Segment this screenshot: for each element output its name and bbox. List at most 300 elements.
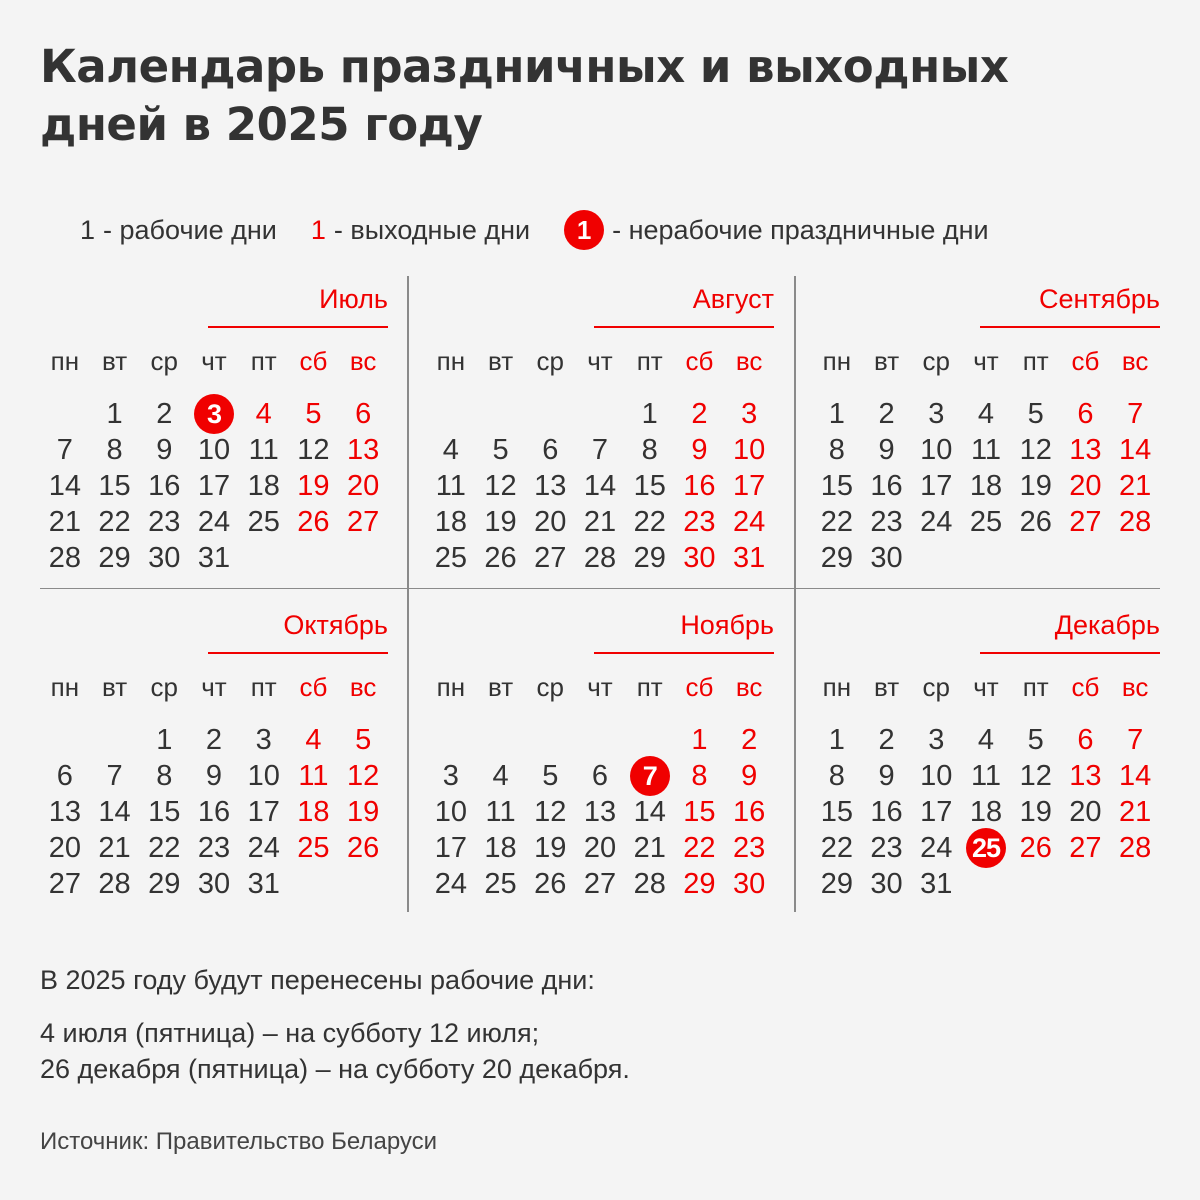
weekday-label: пт (1022, 346, 1049, 376)
weekday-label: ср (150, 672, 179, 702)
working-day-cell: 6 (542, 434, 559, 466)
working-day-cell: 10 (920, 760, 953, 792)
working-day-cell: 3 (442, 760, 459, 792)
working-day-cell: 13 (48, 796, 81, 828)
working-day-cell: 29 (98, 542, 131, 574)
weekday-label: пн (50, 672, 80, 702)
weekday-label: чт (973, 672, 999, 702)
weekday-label: вс (349, 672, 377, 702)
working-day-cell: 19 (534, 832, 567, 864)
working-day-cell: 15 (148, 796, 181, 828)
empty-day-cell (476, 722, 526, 758)
working-day-cell: 17 (920, 470, 953, 502)
working-day-cell: 12 (534, 796, 567, 828)
working-day-cell: 9 (205, 760, 223, 792)
week-row (426, 830, 774, 866)
weekday-label: вт (101, 346, 128, 376)
working-day-cell: 4 (977, 398, 995, 430)
working-day-cell: 23 (870, 506, 903, 538)
weekend-day-cell: 27 (347, 506, 380, 538)
working-day-cell: 20 (534, 506, 567, 538)
working-day-cell: 9 (878, 760, 895, 792)
working-day-cell: 26 (1019, 506, 1052, 538)
empty-day-cell (426, 396, 476, 432)
month-name: Сентябрь (1039, 284, 1160, 314)
week-row (812, 468, 1160, 504)
weekend-day-cell: 28 (1119, 506, 1152, 538)
holiday-circle-icon: 3 (194, 394, 234, 434)
weekend-day-cell: 5 (355, 724, 372, 756)
weekday-header (40, 346, 388, 377)
weekday-header (426, 672, 774, 703)
empty-day-cell (476, 396, 526, 432)
empty-day-cell (289, 540, 339, 576)
working-day-cell: 8 (641, 434, 658, 466)
working-day-cell: 22 (98, 506, 131, 538)
weekend-day-cell: 30 (683, 542, 716, 574)
weekday-label: вт (487, 672, 514, 702)
working-day-cell: 14 (98, 796, 131, 828)
working-day-cell: 31 (197, 542, 231, 574)
month-underline (980, 652, 1160, 654)
working-day-cell: 6 (591, 760, 609, 792)
week-row (40, 722, 388, 758)
week-row (40, 504, 388, 540)
working-day-cell: 7 (591, 434, 609, 466)
weekend-day-cell: 3 (741, 398, 758, 430)
working-day-cell: 21 (48, 506, 81, 538)
working-day-cell: 4 (442, 434, 459, 466)
working-day-cell: 30 (197, 868, 231, 900)
weekend-day-cell: 25 (297, 832, 330, 864)
week-row (812, 758, 1160, 794)
working-day-cell: 26 (484, 542, 517, 574)
week-row (812, 540, 1160, 576)
week-row (812, 504, 1160, 540)
working-day-cell: 22 (633, 506, 666, 538)
weekend-day-cell: 2 (691, 398, 708, 430)
month-underline (594, 652, 774, 654)
working-day-cell: 14 (48, 470, 81, 502)
working-day-cell: 21 (633, 832, 666, 864)
weekend-day-cell: 23 (683, 506, 716, 538)
weekend-day-cell: 24 (733, 506, 766, 538)
legend-weekend (311, 215, 530, 246)
working-day-cell: 5 (492, 434, 509, 466)
working-day-cell: 23 (870, 832, 903, 864)
page-title: Календарь праздничных и выходных дней в 2025 году (40, 40, 1009, 151)
week-row (40, 866, 388, 902)
working-day-cell: 16 (148, 470, 181, 502)
week-row (812, 794, 1160, 830)
weekday-label: вс (735, 672, 763, 702)
working-day-cell: 25 (969, 506, 1003, 538)
empty-day-cell (1110, 866, 1160, 902)
weekday-label: пн (436, 346, 466, 376)
working-day-cell: 9 (156, 434, 173, 466)
weekend-day-cell: 4 (255, 398, 272, 430)
legend-holiday-label: - нерабочие праздничные дни (612, 214, 989, 245)
working-day-cell: 22 (820, 506, 853, 538)
weekday-header (812, 672, 1160, 703)
week-row (40, 758, 388, 794)
weekend-day-cell: 18 (297, 796, 330, 828)
working-day-cell: 17 (197, 470, 231, 502)
weekday-label: вс (1121, 346, 1149, 376)
empty-day-cell (625, 722, 675, 758)
divider-vertical-1 (407, 276, 409, 912)
working-day-cell: 10 (197, 434, 231, 466)
weekend-day-cell: 26 (347, 832, 380, 864)
legend-weekend-label: - выходные дни (333, 214, 531, 245)
legend-working-sample: 1 (80, 214, 96, 245)
weekday-label: сб (1071, 672, 1100, 702)
working-day-cell: 2 (878, 398, 895, 430)
working-day-cell: 15 (820, 796, 853, 828)
holiday-day-cell (625, 758, 675, 794)
weekday-label: сб (685, 346, 714, 376)
working-day-cell: 24 (920, 506, 953, 538)
working-day-cell: 11 (485, 796, 516, 828)
weekend-day-cell: 13 (347, 434, 380, 466)
working-day-cell: 15 (633, 470, 666, 502)
empty-day-cell (525, 396, 575, 432)
month-block (426, 276, 774, 576)
weekend-day-cell: 12 (347, 760, 380, 792)
month-block (40, 276, 388, 576)
working-day-cell: 5 (542, 760, 559, 792)
week-row (426, 540, 774, 576)
weekday-label: ср (922, 672, 951, 702)
weekday-label: вт (873, 672, 900, 702)
weekday-label: сб (299, 346, 328, 376)
weekend-day-cell: 7 (1127, 398, 1144, 430)
working-day-cell: 7 (56, 434, 73, 466)
empty-day-cell (575, 722, 625, 758)
weekday-header (40, 672, 388, 703)
working-day-cell: 5 (1027, 398, 1044, 430)
weekday-label: пт (636, 672, 663, 702)
working-day-cell: 11 (435, 470, 466, 502)
weekend-day-cell: 14 (1119, 760, 1152, 792)
calendar-grid (40, 276, 1160, 912)
month-name: Декабрь (1054, 610, 1160, 640)
month-underline (208, 652, 388, 654)
weekday-label: пт (250, 346, 277, 376)
working-day-cell: 4 (977, 724, 995, 756)
working-day-cell: 17 (247, 796, 280, 828)
empty-day-cell (1011, 866, 1061, 902)
holiday-day-cell (961, 830, 1011, 866)
legend-weekend-sample: 1 (310, 214, 326, 245)
working-day-cell: 24 (247, 832, 280, 864)
working-day-cell: 24 (920, 832, 953, 864)
weekday-label: вс (1121, 672, 1149, 702)
working-day-cell: 19 (1019, 470, 1052, 502)
working-day-cell: 24 (197, 506, 231, 538)
weekend-day-cell: 2 (741, 724, 758, 756)
working-day-cell: 16 (870, 796, 903, 828)
working-day-cell: 20 (1069, 796, 1102, 828)
weekday-label: вт (101, 672, 128, 702)
working-day-cell: 10 (920, 434, 953, 466)
weekend-day-cell: 19 (297, 470, 330, 502)
week-row (40, 540, 388, 576)
weekend-day-cell: 13 (1069, 760, 1102, 792)
working-day-cell: 1 (828, 724, 845, 756)
weekday-label: сб (299, 672, 328, 702)
month-block (812, 602, 1160, 902)
divider-vertical-2 (794, 276, 796, 912)
weekday-label: пн (436, 672, 466, 702)
legend-holiday (564, 210, 989, 250)
week-row (426, 722, 774, 758)
working-day-cell: 20 (583, 832, 617, 864)
weekday-label: ср (536, 672, 565, 702)
working-day-cell: 1 (828, 398, 845, 430)
month-underline (980, 326, 1160, 328)
week-row (812, 396, 1160, 432)
empty-day-cell (239, 540, 289, 576)
empty-day-cell (1011, 540, 1061, 576)
weekday-label: вс (349, 346, 377, 376)
working-day-cell: 30 (870, 542, 903, 574)
empty-day-cell (338, 866, 388, 902)
working-day-cell: 15 (98, 470, 131, 502)
working-day-cell: 16 (197, 796, 231, 828)
empty-day-cell (1061, 540, 1111, 576)
working-day-cell: 12 (1019, 760, 1052, 792)
working-day-cell: 15 (820, 470, 853, 502)
working-day-cell: 28 (583, 542, 617, 574)
working-day-cell: 7 (106, 760, 123, 792)
weekend-day-cell: 14 (1119, 434, 1152, 466)
weekday-label: чт (201, 346, 227, 376)
legend-working-label: - рабочие дни (103, 214, 277, 245)
weekday-header (812, 346, 1160, 377)
month-name: Август (692, 284, 774, 314)
working-day-cell: 31 (920, 868, 953, 900)
month-name: Июль (319, 284, 388, 314)
divider-horizontal (40, 588, 1160, 589)
weekend-day-cell: 6 (1077, 398, 1094, 430)
weekend-day-cell: 15 (683, 796, 716, 828)
working-day-cell: 22 (820, 832, 853, 864)
working-day-cell: 2 (205, 724, 223, 756)
working-day-cell: 11 (970, 760, 1002, 792)
weekend-day-cell: 10 (733, 434, 766, 466)
empty-day-cell (1110, 540, 1160, 576)
holiday-day-cell (189, 396, 239, 432)
working-day-cell: 9 (878, 434, 895, 466)
month-block (40, 602, 388, 902)
working-day-cell: 25 (434, 542, 467, 574)
month-block (426, 602, 774, 902)
weekend-day-cell: 7 (1127, 724, 1144, 756)
weekday-label: вт (487, 346, 514, 376)
working-day-cell: 17 (434, 832, 467, 864)
working-day-cell: 21 (98, 832, 131, 864)
working-day-cell: 28 (48, 542, 81, 574)
week-row (40, 830, 388, 866)
working-day-cell: 10 (434, 796, 467, 828)
weekend-day-cell: 21 (1119, 470, 1152, 502)
weekend-day-cell: 6 (355, 398, 372, 430)
working-day-cell: 10 (247, 760, 280, 792)
week-row (812, 432, 1160, 468)
empty-day-cell (1061, 866, 1111, 902)
empty-day-cell (525, 722, 575, 758)
weekend-day-cell: 4 (305, 724, 322, 756)
weekend-day-cell: 8 (691, 760, 708, 792)
working-day-cell: 30 (148, 542, 181, 574)
working-day-cell: 28 (633, 868, 666, 900)
transfer-heading: В 2025 году будут перенесены рабочие дни: (40, 965, 595, 995)
holiday-circle-icon: 7 (630, 756, 670, 796)
working-day-cell: 30 (870, 868, 903, 900)
legend (80, 210, 1023, 250)
working-day-cell: 14 (633, 796, 666, 828)
working-day-cell: 31 (247, 868, 280, 900)
working-day-cell: 8 (828, 434, 845, 466)
empty-day-cell (961, 866, 1011, 902)
weekend-day-cell: 20 (347, 470, 380, 502)
week-row (40, 432, 388, 468)
weekday-header (426, 346, 774, 377)
week-row (426, 866, 774, 902)
working-day-cell: 1 (156, 724, 173, 756)
week-row (426, 504, 774, 540)
weekend-day-cell: 23 (733, 832, 766, 864)
working-day-cell: 19 (1019, 796, 1052, 828)
working-day-cell: 12 (297, 434, 330, 466)
working-day-cell: 24 (434, 868, 467, 900)
weekend-day-cell: 5 (305, 398, 322, 430)
weekday-label: сб (685, 672, 714, 702)
holiday-circle-icon: 25 (966, 828, 1006, 868)
working-day-cell: 2 (878, 724, 895, 756)
working-day-cell: 12 (484, 470, 517, 502)
weekday-label: вт (873, 346, 900, 376)
working-day-cell: 17 (920, 796, 953, 828)
working-day-cell: 3 (928, 724, 945, 756)
weekend-day-cell: 6 (1077, 724, 1094, 756)
working-day-cell: 23 (148, 506, 181, 538)
weekend-day-cell: 17 (733, 470, 766, 502)
working-day-cell: 23 (197, 832, 231, 864)
weekend-day-cell: 21 (1119, 796, 1152, 828)
week-row (426, 396, 774, 432)
weekend-day-cell: 28 (1119, 832, 1152, 864)
working-day-cell: 13 (583, 796, 617, 828)
legend-working (80, 215, 277, 246)
week-row (426, 794, 774, 830)
working-day-cell: 18 (969, 470, 1003, 502)
weekday-label: чт (587, 346, 613, 376)
week-row (40, 396, 388, 432)
week-row (40, 468, 388, 504)
weekend-day-cell: 13 (1069, 434, 1102, 466)
working-day-cell: 29 (820, 542, 853, 574)
transfer-item: 26 декабря (пятница) – на субботу 20 декабря. (40, 1054, 630, 1084)
working-day-cell: 29 (633, 542, 666, 574)
working-day-cell: 27 (48, 868, 81, 900)
working-day-cell: 8 (828, 760, 845, 792)
month-underline (594, 326, 774, 328)
weekday-label: пт (250, 672, 277, 702)
working-day-cell: 19 (484, 506, 517, 538)
weekend-day-cell: 26 (1019, 832, 1052, 864)
empty-day-cell (961, 540, 1011, 576)
weekend-day-cell: 16 (733, 796, 766, 828)
empty-day-cell (338, 540, 388, 576)
working-day-cell: 13 (534, 470, 567, 502)
empty-day-cell (40, 396, 90, 432)
empty-day-cell (40, 722, 90, 758)
working-day-cell: 29 (820, 868, 853, 900)
week-row (812, 722, 1160, 758)
working-day-cell: 29 (148, 868, 181, 900)
working-day-cell: 3 (255, 724, 272, 756)
week-row (426, 432, 774, 468)
weekend-day-cell: 27 (1069, 832, 1102, 864)
working-day-cell: 22 (148, 832, 181, 864)
working-day-cell: 8 (156, 760, 173, 792)
weekend-day-cell: 31 (733, 542, 766, 574)
weekday-label: пт (1022, 672, 1049, 702)
working-day-cell: 18 (969, 796, 1003, 828)
weekend-day-cell: 20 (1069, 470, 1102, 502)
weekend-day-cell: 26 (297, 506, 330, 538)
weekday-label: вс (735, 346, 763, 376)
working-day-cell: 11 (970, 434, 1002, 466)
weekend-day-cell: 9 (691, 434, 708, 466)
month-name: Октябрь (283, 610, 388, 640)
working-day-cell: 12 (1019, 434, 1052, 466)
empty-day-cell (426, 722, 476, 758)
working-day-cell: 25 (247, 506, 280, 538)
working-day-cell: 18 (484, 832, 517, 864)
empty-day-cell (90, 722, 140, 758)
working-day-cell: 16 (870, 470, 903, 502)
week-row (426, 468, 774, 504)
month-block (812, 276, 1160, 576)
month-name: Ноябрь (680, 610, 774, 640)
working-day-cell: 21 (583, 506, 617, 538)
working-day-cell: 1 (106, 398, 123, 430)
transfer-item: 4 июля (пятница) – на субботу 12 июля; (40, 1018, 540, 1048)
weekend-day-cell: 27 (1069, 506, 1102, 538)
weekday-label: чт (587, 672, 613, 702)
weekday-label: ср (150, 346, 179, 376)
weekend-day-cell: 11 (298, 760, 329, 792)
legend-holiday-circle-icon: 1 (564, 210, 604, 250)
working-day-cell: 20 (48, 832, 81, 864)
working-day-cell: 4 (492, 760, 509, 792)
weekend-day-cell: 30 (733, 868, 766, 900)
working-day-cell: 27 (534, 542, 567, 574)
working-day-cell: 25 (484, 868, 517, 900)
week-row (40, 794, 388, 830)
weekday-label: пн (822, 346, 852, 376)
weekday-label: чт (201, 672, 227, 702)
working-day-cell: 26 (534, 868, 567, 900)
working-day-cell: 6 (56, 760, 73, 792)
week-row (812, 866, 1160, 902)
empty-day-cell (289, 866, 339, 902)
weekend-day-cell: 19 (347, 796, 380, 828)
weekend-day-cell: 22 (683, 832, 716, 864)
